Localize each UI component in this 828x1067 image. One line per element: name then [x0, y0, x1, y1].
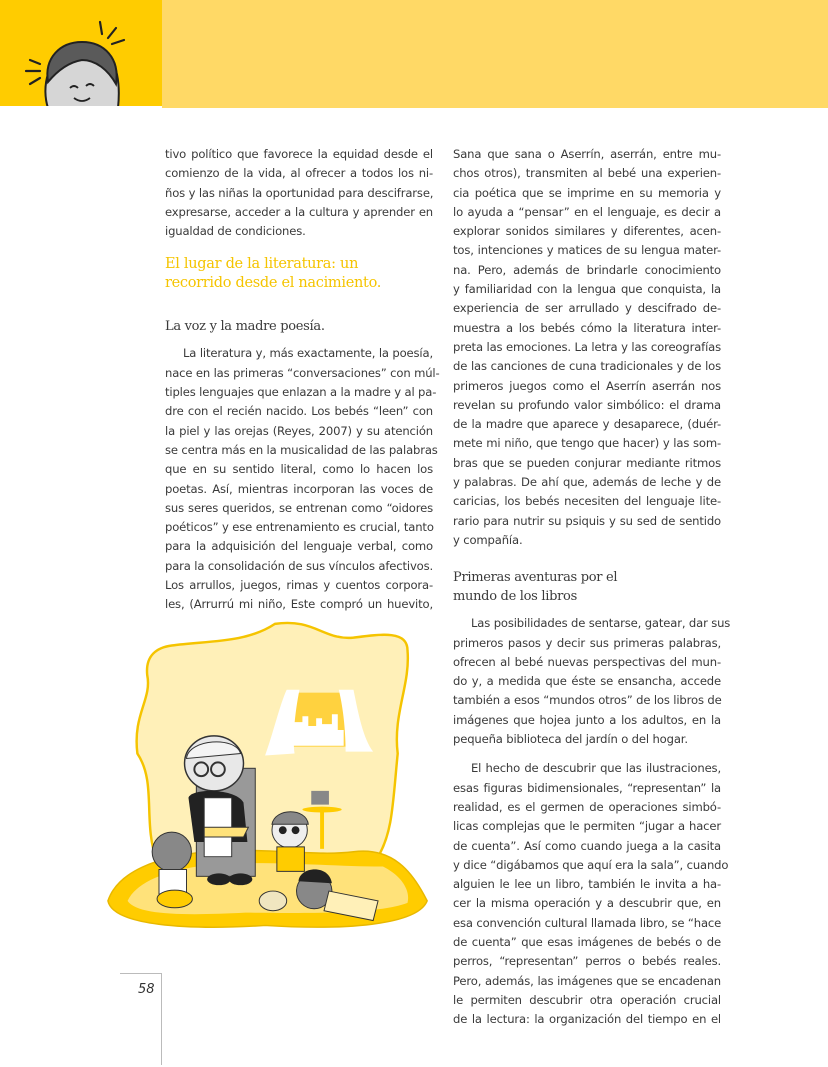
- text-line: Las posibilidades de sentarse, gatear, dar sus: [471, 616, 731, 631]
- text-line: esa convención cultural llamada libro, se “hace: [453, 915, 722, 930]
- text-line: y familiaridad con la lengua que conquista, la: [453, 282, 721, 297]
- heading-line: recorrido desde el nacimiento.: [165, 275, 382, 292]
- text-line: caricias, los bebés necesiten del lenguaje lite-: [453, 494, 721, 509]
- body-paragraph: [453, 614, 731, 749]
- text-line: tos, intenciones y matices de su lengua mater-: [453, 243, 721, 258]
- footer-rule-horizontal: [120, 973, 162, 974]
- text-line: La literatura y, más exactamente, la poesía,: [183, 346, 433, 361]
- text-line: ños y las niñas la oportunidad para descifrarse,: [165, 185, 434, 200]
- text-line: que en su sentido literal, como lo hacen los: [165, 462, 433, 477]
- page-number: 58: [138, 982, 155, 997]
- text-line: pequeña biblioteca del jardín o del hogar.: [453, 732, 688, 747]
- text-line: tivo político que favorece la equidad desde el: [165, 147, 433, 161]
- text-line: y dice “digábamos que aquí era la sala”, cuando: [453, 857, 729, 872]
- text-line: para la adquisición del lenguaje verbal, como: [165, 539, 433, 554]
- text-line: alguien le lee un libro, también le invita a ha-: [453, 877, 721, 892]
- text-line: muestra a los bebés cómo la literatura inter-: [453, 320, 721, 335]
- text-line: y compañía.: [453, 532, 523, 547]
- text-line: igualdad de condiciones.: [165, 224, 306, 239]
- text-line: lo ayuda a “pensar” en el lenguaje, es decir a: [453, 204, 721, 219]
- text-line: dre con el recién nacido. Los bebés “leen” con: [165, 404, 433, 419]
- text-line: de las canciones de cuna tradicionales y de los: [453, 359, 721, 374]
- text-line: se centra más en la musicalidad de las palabras: [165, 442, 438, 457]
- text-line: también a esos “mundos otros” de los libros de: [453, 693, 722, 708]
- text-line: comienzo de la vida, al ofrecer a todos los ni-: [165, 166, 433, 181]
- text-line: de cuenta” que esas imágenes de bebés o de: [453, 934, 721, 949]
- text-line: perros, “representan” perros o bebés reales.: [453, 954, 721, 969]
- text-line: revelan su profundo valor simbólico: el drama: [453, 397, 721, 412]
- heading-line: mundo de los libros: [453, 589, 577, 605]
- text-line: realidad, es el germen de operaciones simbó-: [453, 799, 721, 814]
- text-line: explorar sonidos similares y diferentes, acen-: [453, 224, 721, 239]
- text-line: Los arrullos, juegos, rimas y cuentos corpora-: [165, 578, 433, 593]
- text-line: de la madre que aparece y desaparece, (duér-: [453, 417, 721, 432]
- body-paragraph: [453, 759, 729, 1029]
- text-line: Sana que sana o Aserrín, aserrán, entre mu-: [453, 147, 721, 161]
- text-line: mete mi niño, que tengo que hacer) y las som-: [453, 436, 721, 451]
- text-line: do y, a medida que éste se ensancha, accede: [453, 674, 721, 689]
- footer-rule-vertical: [161, 973, 162, 1065]
- text-line: poetas. Así, mientras incorporan las voces de: [165, 481, 433, 496]
- body-paragraph: [165, 344, 440, 614]
- section-heading: [165, 255, 433, 293]
- reading-family-illustration: [95, 618, 445, 950]
- text-line: imágenes que hojea junto a los adultos, en la: [453, 712, 721, 727]
- text-line: experiencia de ser arrullado y descifrado de-: [453, 301, 721, 316]
- text-line: les, (Arrurrú mi niño, Este compró un huevito,: [165, 597, 433, 612]
- text-line: nace en las primeras “conversaciones” con múl-: [165, 365, 440, 380]
- intro-paragraph: [165, 145, 433, 241]
- text-line: de la lectura: la organización del tiempo en el: [453, 1012, 721, 1027]
- text-line: la piel y las orejas (Reyes, 2007) y su atención: [165, 423, 433, 438]
- text-line: bras que se pueden conjurar mediante ritmos: [453, 455, 721, 470]
- text-line: El hecho de descubrir que las ilustraciones,: [471, 761, 721, 776]
- header-band-light: [162, 0, 828, 108]
- left-column: [165, 145, 440, 615]
- heading-line: Primeras aventuras por el: [453, 570, 618, 586]
- text-line: tiples lenguajes que enlazan a la madre y al pa-: [165, 385, 437, 400]
- girl-with-glasses: [272, 812, 308, 872]
- body-paragraph: [453, 145, 721, 550]
- text-line: licas complejas que le permiten “jugar a hacer: [453, 819, 721, 834]
- text-line: y palabras. De ahí que, además de leche y de: [453, 475, 721, 490]
- text-line: de cuenta”. Así como cuando juega a la casita: [453, 838, 721, 853]
- text-line: poéticos” y ese entrenamiento es crucial, tanto: [165, 520, 434, 535]
- right-column: [453, 145, 731, 1029]
- text-line: sus seres queridos, se entrenan como “oidores: [165, 500, 433, 515]
- text-line: expresarse, acceder a la cultura y aprender en: [165, 204, 433, 219]
- heading-line: El lugar de la literatura: un: [165, 256, 359, 273]
- text-line: esas figuras bidimensionales, “representan” la: [453, 780, 721, 795]
- smiling-child-icon: [0, 0, 162, 108]
- text-line: primeros pasos y decir sus primeras palabras,: [453, 635, 721, 650]
- text-line: para la consolidación de sus vínculos afectivos.: [165, 558, 434, 573]
- text-line: le permiten descubrir otra operación crucial: [453, 992, 721, 1007]
- text-line: na. Pero, además de brindarle conocimiento: [453, 262, 721, 277]
- text-line: cer la misma operación y a descubrir que, en: [453, 896, 721, 911]
- subheading: [453, 568, 721, 606]
- text-line: rario para nutrir su psiquis y su sed de sentido: [453, 513, 721, 528]
- subheading: La voz y la madre poesía.: [165, 319, 325, 335]
- text-line: primeros juegos como el Aserrín aserrán nos: [453, 378, 721, 393]
- text-line: chos otros), transmiten al bebé una experien-: [453, 166, 721, 181]
- text-line: cia poética que se imprime en su memoria y: [453, 185, 721, 200]
- text-line: preta las emociones. La letra y las coreografías: [453, 339, 721, 354]
- text-line: ofrecen al bebé nuevas perspectivas del mun-: [453, 654, 721, 669]
- text-line: Pero, además, las imágenes que se encadenan: [453, 973, 721, 988]
